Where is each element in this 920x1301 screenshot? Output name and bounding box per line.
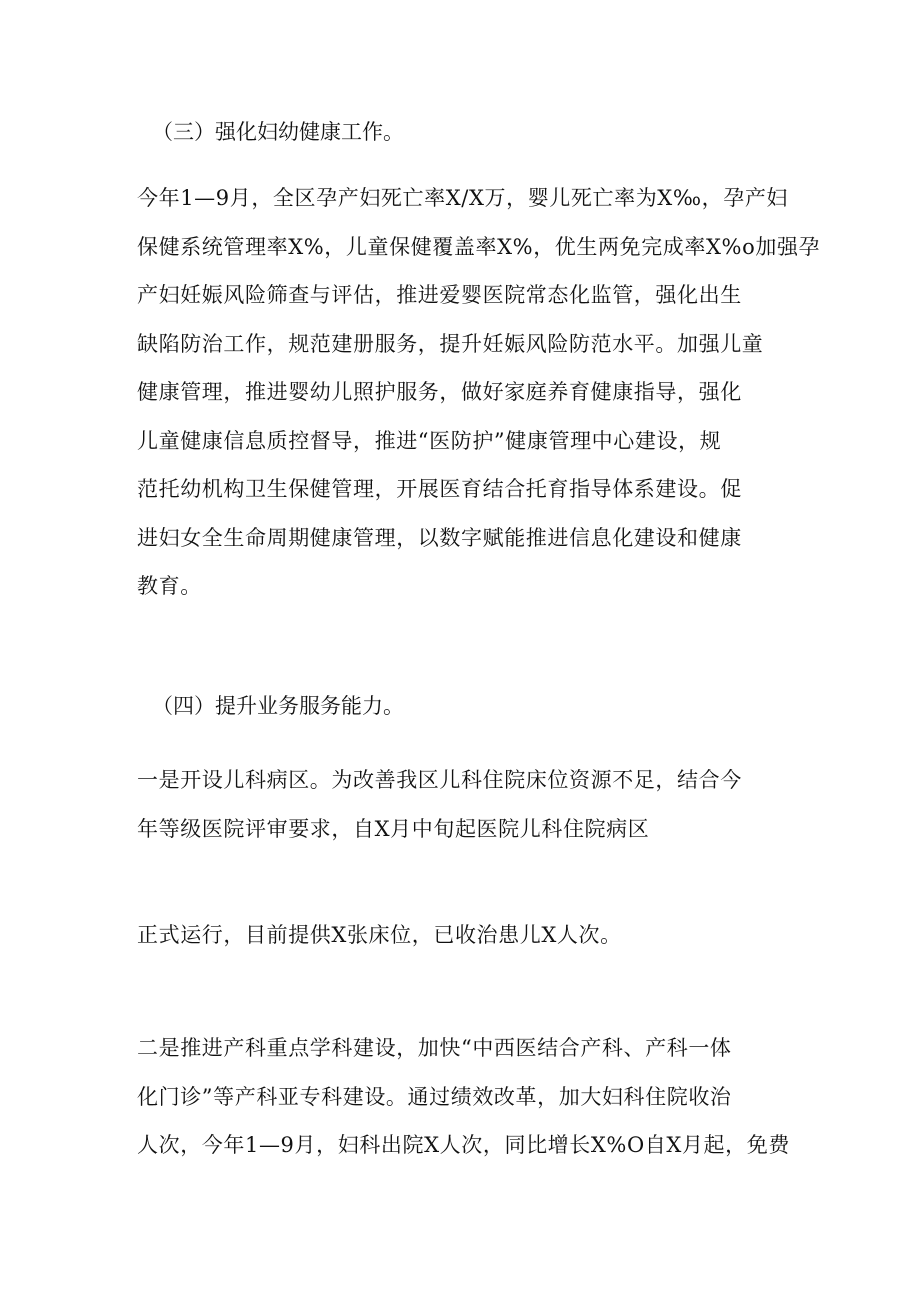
section-3-paragraph bbox=[137, 174, 821, 611]
section-4-heading: （四）提升业务服务能力。 bbox=[152, 694, 404, 718]
item-2-paragraph bbox=[137, 1024, 790, 1170]
paragraph-line: 缺陷防治工作，规范建册服务，提升妊娠风险防范水平。加强儿童 bbox=[137, 331, 764, 356]
paragraph-line: 教育。 bbox=[137, 574, 202, 598]
paragraph-line: 化门诊”等产科亚专科建设。通过绩效改革，加大妇科住院收治 bbox=[137, 1084, 732, 1109]
paragraph-line: 健康管理，推进婴幼儿照护服务，做好家庭养育健康指导，强化 bbox=[137, 380, 742, 404]
item-1-continued-paragraph bbox=[137, 911, 787, 960]
paragraph-line: 二是推进产科重点学科建设，加快“中西医结合产科、产科一体 bbox=[137, 1036, 732, 1060]
paragraph-line: 人次，今年1—9月，妇科出院X人次，同比增长X%O自X月起，免费 bbox=[137, 1133, 790, 1157]
paragraph-line: 进妇女全生命周期健康管理，以数字赋能推进信息化建设和健康 bbox=[137, 525, 742, 550]
paragraph-line: 一是开设儿科病区。为改善我区儿科住院床位资源不足，结合今 bbox=[137, 768, 742, 792]
paragraph-line: 范托幼机构卫生保健管理，开展医育结合托育指导体系建设。促 bbox=[137, 477, 742, 501]
paragraph-line: 产妇妊娠风险筛查与评估，推进爱婴医院常态化监管，强化出生 bbox=[137, 283, 742, 307]
paragraph-line: 保健系统管理率X%，儿童保健覆盖率X%，优生两免完成率X%o加强孕 bbox=[137, 234, 821, 259]
paragraph-line: 年等级医院评审要求，自X月中旬起医院儿科住院病区 bbox=[137, 816, 650, 841]
paragraph-line: 儿童健康信息质控督导，推进“医防护”健康管理中心建设，规 bbox=[137, 428, 722, 453]
paragraph-line: 今年1—9月，全区孕产妇死亡率X/X万，婴儿死亡率为X‰，孕产妇 bbox=[137, 186, 789, 210]
section-3-heading: （三）强化妇幼健康工作。 bbox=[152, 120, 404, 144]
item-1-paragraph bbox=[137, 756, 787, 853]
paragraph-line: 正式运行，目前提供X张床位，已收治患儿X人次。 bbox=[137, 923, 622, 947]
